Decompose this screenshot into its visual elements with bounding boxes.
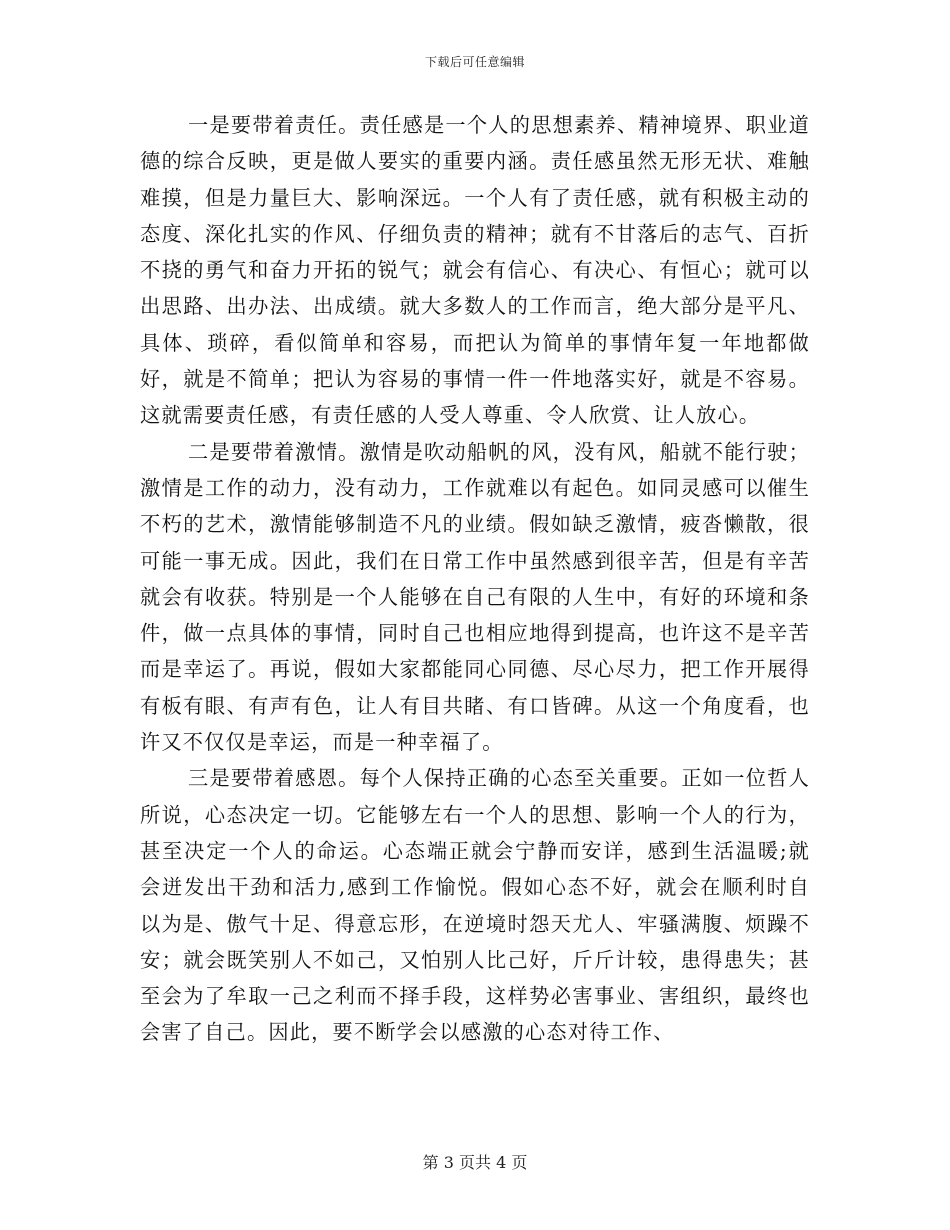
page-number-footer: 第 3 页共 4 页	[422, 1153, 528, 1172]
paragraph-gratitude: 三是要带着感恩。每个人保持正确的心态至关重要。正如一位哲人所说，心态决定一切。它能够左右一个人的思想、影响一个人的行为，甚至决定一个人的命运。心态端正就会宁静而安详，感到生活温暖;就会迸发出干劲和活力,感到工作愉悦。假如心态不好，就会在顺利时自以为是、傲气十足、得意忘形，在逆境时怨天尤人、牢骚满腹、烦躁不安；就会既笑别人不如己，又怕别人比己好，斤斤计较，患得患失；甚至会为了牟取一己之利而不择手段，这样势必害事业、害组织，最终也会害了自己。因此，要不断学会以感激的心态对待工作、	[140, 766, 810, 1045]
paragraph-responsibility: 一是要带着责任。责任感是一个人的思想素养、精神境界、职业道德的综合反映，更是做人要实的重要内涵。责任感虽然无形无状、难触难摸，但是力量巨大、影响深远。一个人有了责任感，就有积极主动的态度、深化扎实的作风、仔细负责的精神；就有不甘落后的志气、百折不挠的勇气和奋力开拓的锐气；就会有信心、有决心、有恒心；就可以出思路、出办法、出成绩。就大多数人的工作而言，绝大部分是平凡、具体、琐碎，看似简单和容易，而把认为简单的事情年复一年地都做好，就是不简单；把认为容易的事情一件一件地落实好，就是不容易。这就需要责任感，有责任感的人受人尊重、令人欣赏、让人放心。	[140, 113, 810, 428]
page-header-note: 下载后可任意编辑	[424, 55, 525, 69]
paragraph-passion: 二是要带着激情。激情是吹动船帆的风，没有风，船就不能行驶；激情是工作的动力，没有动力，工作就难以有起色。如同灵感可以催生不朽的艺术，激情能够制造不凡的业绩。假如缺乏激情，疲沓懒散，很可能一事无成。因此，我们在日常工作中虽然感到很辛苦，但是有辛苦就会有收获。特别是一个人能够在自己有限的人生中，有好的环境和条件，做一点具体的事情，同时自己也相应地得到提高，也许这不是辛苦而是幸运了。再说，假如大家都能同心同德、尽心尽力，把工作开展得有板有眼、有声有色，让人有目共睹、有口皆碑。从这一个角度看，也许又不仅仅是幸运，而是一种幸福了。	[140, 439, 810, 755]
document-body	[140, 107, 810, 1051]
